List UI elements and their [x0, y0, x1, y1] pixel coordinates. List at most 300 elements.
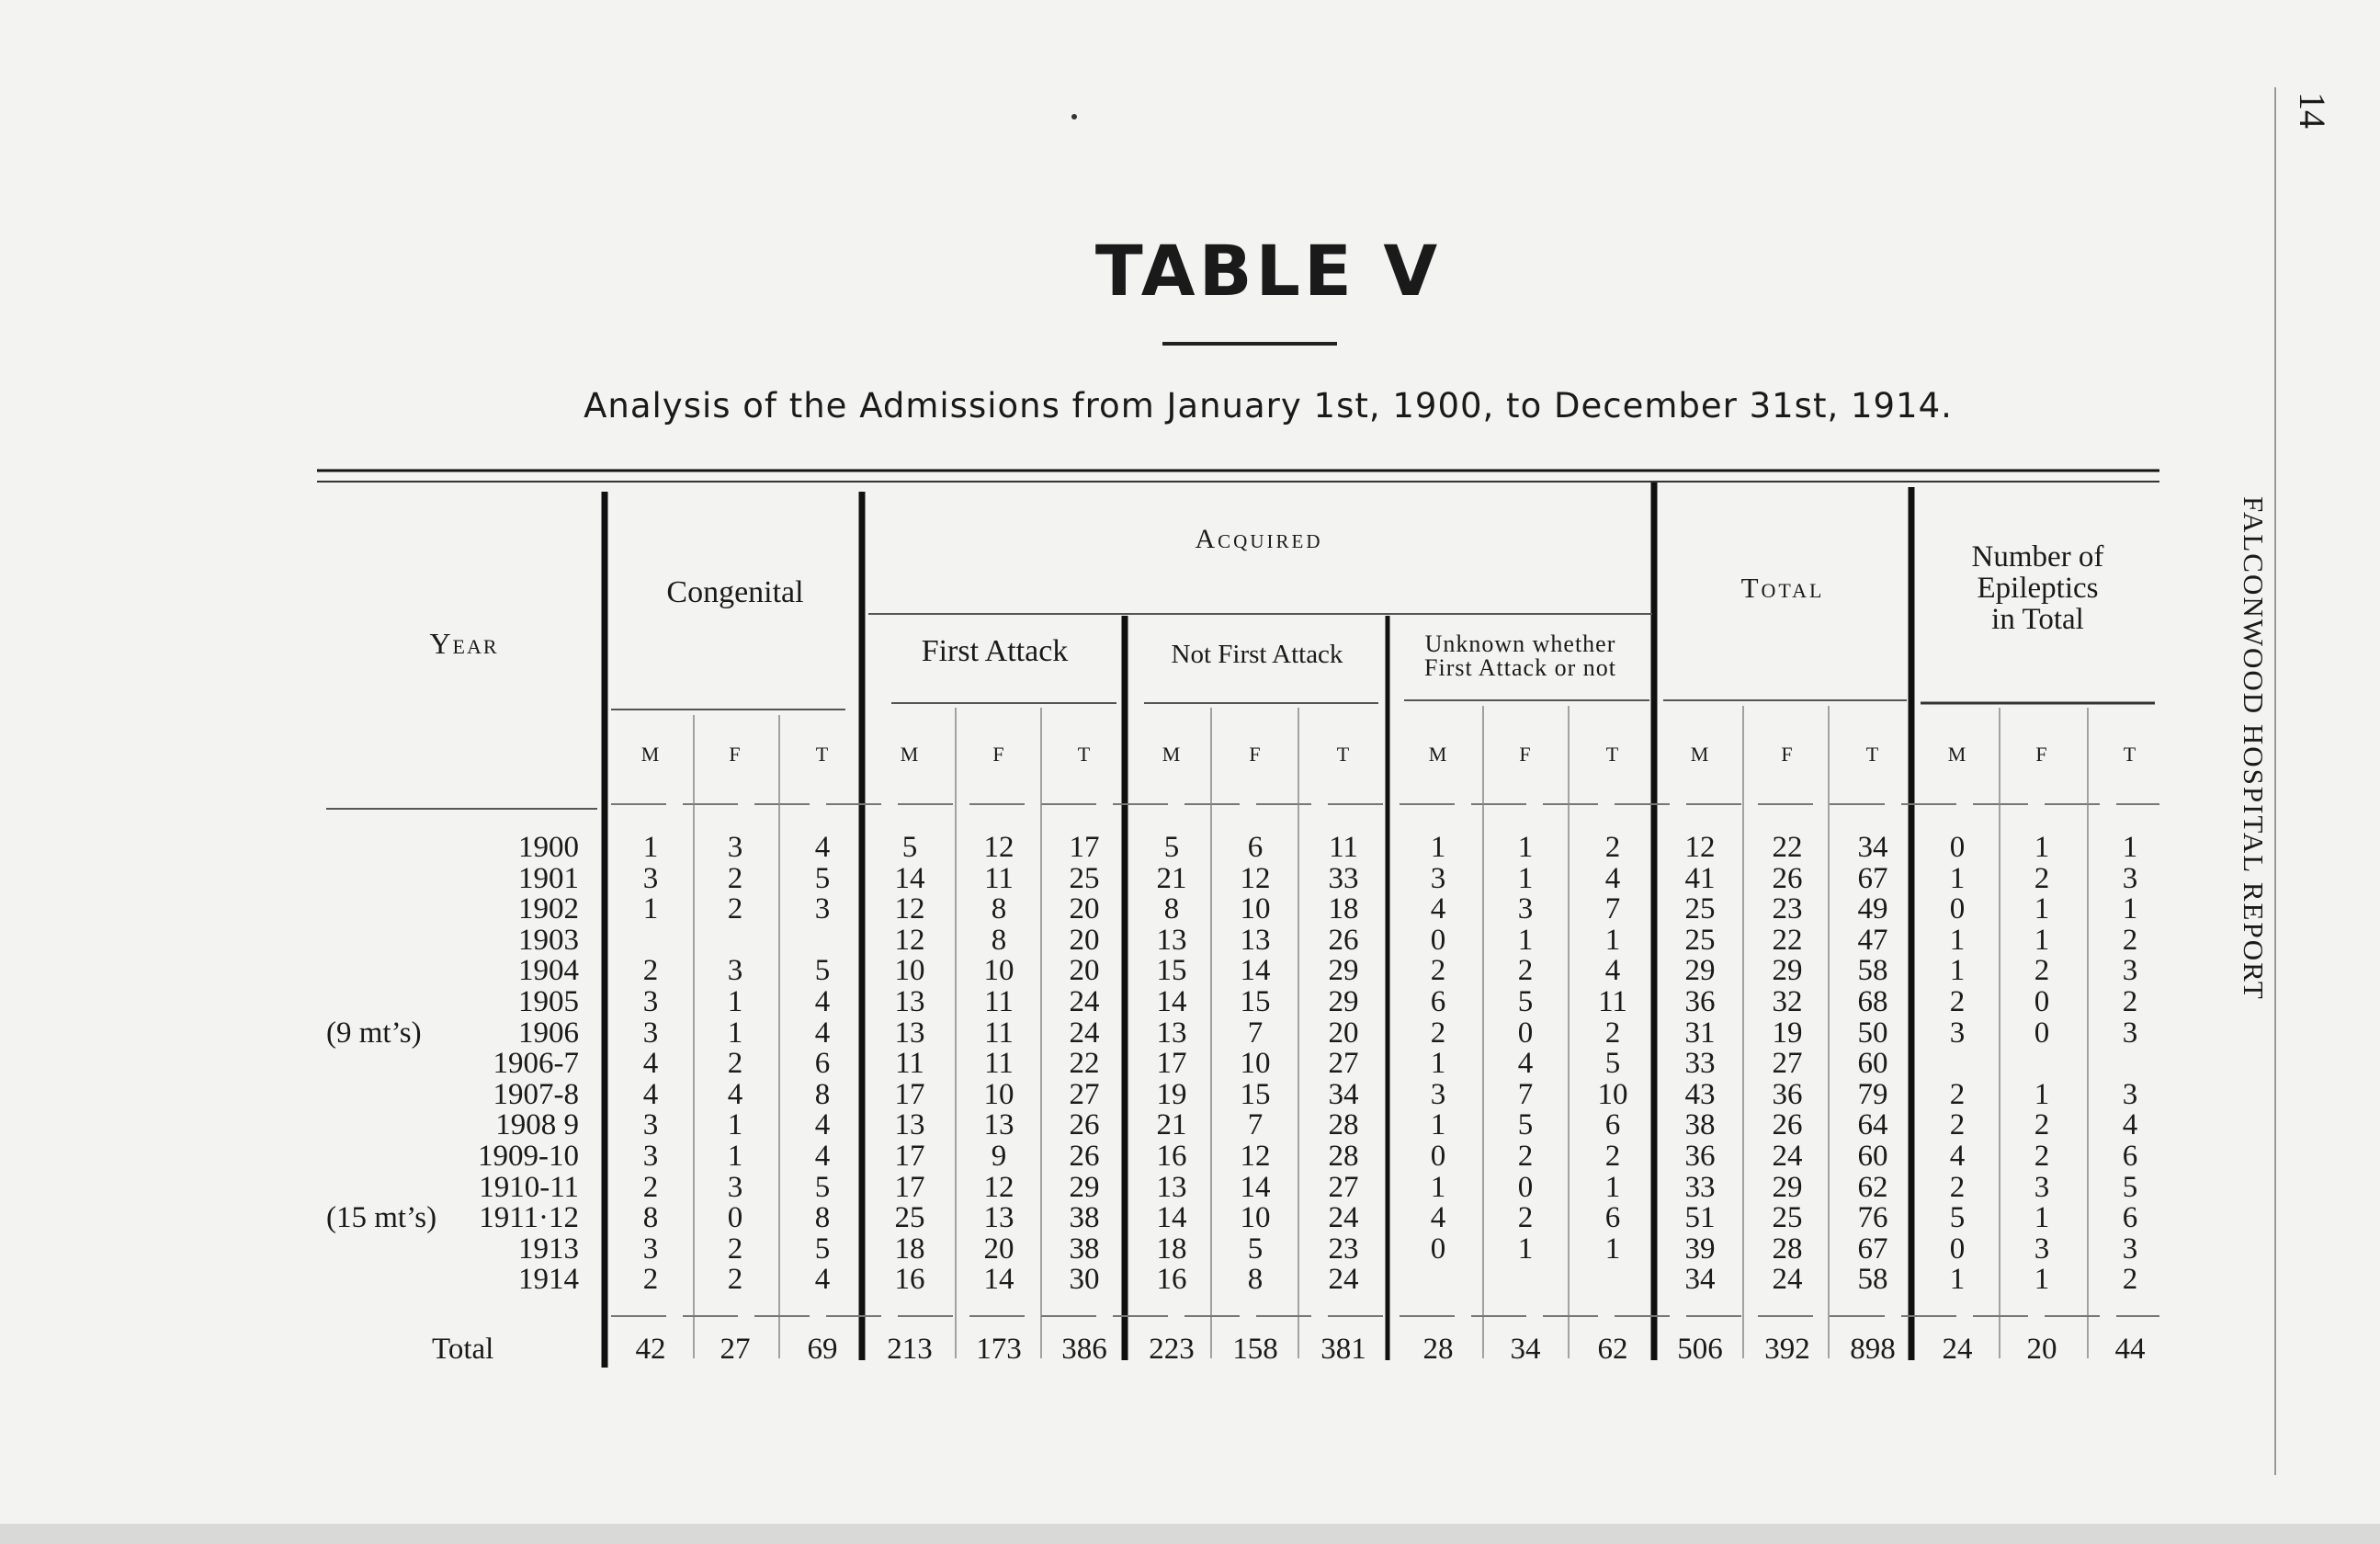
table-cell: 17 [1069, 831, 1100, 864]
sub-header-t: T [1865, 743, 1880, 766]
table-cell: 10 [1240, 1201, 1271, 1235]
table-cell: 0 [1430, 1140, 1446, 1173]
table-cell: 33 [1684, 1170, 1716, 1204]
table-cell: 60 [1857, 1047, 1888, 1081]
table-cell: 6 [1430, 985, 1446, 1018]
table-cell: 21 [1156, 1108, 1187, 1142]
table-cell: 5 [814, 1232, 831, 1266]
table-cell: 13 [983, 1201, 1014, 1235]
table-cell: 1 [1430, 1170, 1446, 1204]
table-cell: 1 [727, 1140, 743, 1173]
table-cell: 12 [894, 892, 925, 926]
table-cell: 13 [894, 1016, 925, 1050]
table-cell: 79 [1857, 1077, 1888, 1111]
sub-header-f: F [1781, 743, 1794, 766]
table-cell: 4 [2122, 1108, 2138, 1142]
table-cell: 2 [2122, 985, 2138, 1018]
table-cell: 4 [814, 831, 831, 864]
table-cell: 0 [1949, 1232, 1966, 1266]
table-cell: 38 [1684, 1108, 1716, 1142]
table-cell: 27 [1328, 1170, 1359, 1204]
table-cell: 0 [1430, 1232, 1446, 1266]
table-cell: 13 [1156, 1170, 1187, 1204]
table-cell: 38 [1069, 1201, 1100, 1235]
table-cell: 7 [1247, 1108, 1264, 1142]
table-cell: 2 [2122, 1263, 2138, 1297]
table-cell: 10 [1597, 1077, 1628, 1111]
table-cell: 1 [2034, 923, 2050, 957]
table-cell: 0 [2034, 1016, 2050, 1050]
table-cell: 22 [1772, 923, 1803, 957]
table-cell: 24 [1069, 985, 1100, 1018]
table-cell: 50 [1857, 1016, 1888, 1050]
table-cell: 10 [1240, 1047, 1271, 1081]
table-cell: 29 [1328, 985, 1359, 1018]
table-cell: 1 [1430, 1047, 1446, 1081]
table-cell: 0 [727, 1201, 743, 1235]
table-cell: 2 [1517, 1201, 1534, 1235]
table-cell: 11 [984, 1047, 1014, 1081]
total-cell: 28 [1422, 1333, 1454, 1366]
row-year: 1902 [518, 892, 579, 926]
table-cell: 20 [1328, 1016, 1359, 1050]
row-year: 1901 [518, 861, 579, 895]
row-year: 1907-8 [493, 1077, 579, 1111]
table-cell: 7 [1517, 1077, 1534, 1111]
table-cell: 1 [1604, 1232, 1621, 1266]
table-cell: 1 [1517, 831, 1534, 864]
table-cell: 3 [2122, 954, 2138, 988]
table-cell: 10 [1240, 892, 1271, 926]
table-cell: 31 [1684, 1016, 1716, 1050]
table-cell: 36 [1684, 1140, 1716, 1173]
table-cell: 11 [984, 861, 1014, 895]
table-cell: 7 [1247, 1016, 1264, 1050]
row-year: 1909-10 [478, 1140, 579, 1173]
table-cell: 13 [894, 985, 925, 1018]
table-cell: 1 [642, 831, 659, 864]
table-cell: 28 [1328, 1108, 1359, 1142]
table-cell: 14 [983, 1263, 1014, 1297]
table-cell: 68 [1857, 985, 1888, 1018]
table-cell: 1 [1517, 1232, 1534, 1266]
table-cell: 47 [1857, 923, 1888, 957]
row-year: 1906-7 [493, 1047, 579, 1081]
table-cell: 18 [894, 1232, 925, 1266]
page-title: TABLE V [1094, 230, 1442, 312]
table-cell: 24 [1328, 1263, 1359, 1297]
table-cell: 13 [894, 1108, 925, 1142]
table-cell: 17 [894, 1077, 925, 1111]
table-cell: 36 [1684, 985, 1716, 1018]
total-cell: 69 [807, 1333, 838, 1366]
table-cell: 2 [1604, 1016, 1621, 1050]
table-cell: 26 [1772, 1108, 1803, 1142]
table-cell: 25 [894, 1201, 925, 1235]
table-cell: 1 [1949, 1263, 1966, 1297]
table-cell: 25 [1684, 923, 1716, 957]
total-cell: 44 [2114, 1333, 2146, 1366]
table-cell: 3 [1949, 1016, 1966, 1050]
table-cell: 20 [983, 1232, 1014, 1266]
table-cell: 10 [894, 954, 925, 988]
table-cell: 20 [1069, 954, 1100, 988]
table-cell: 25 [1772, 1201, 1803, 1235]
table-cell: 8 [1247, 1263, 1264, 1297]
table-cell: 2 [642, 1263, 659, 1297]
table-cell: 1 [1517, 923, 1534, 957]
table-cell: 4 [814, 985, 831, 1018]
table-cell: 1 [2034, 1077, 2050, 1111]
total-cell: 386 [1061, 1333, 1107, 1366]
table-cell: 28 [1328, 1140, 1359, 1173]
table-cell: 4 [1517, 1047, 1534, 1081]
table-cell: 34 [1328, 1077, 1359, 1111]
total-cell: 173 [976, 1333, 1022, 1366]
running-head: FALCONWOOD HOSPITAL REPORT [2238, 496, 2270, 1001]
table-cell: 0 [1517, 1170, 1534, 1204]
table-cell: 15 [1240, 1077, 1271, 1111]
table-cell: 20 [1069, 892, 1100, 926]
table-cell: 2 [727, 1047, 743, 1081]
table-cell: 28 [1772, 1232, 1803, 1266]
table-cell: 29 [1684, 954, 1716, 988]
table-cell: 11 [1598, 985, 1627, 1018]
header-epileptics-line1: Number of [1971, 540, 2104, 573]
sub-header-f: F [1519, 743, 1532, 766]
table-cell: 25 [1069, 861, 1100, 895]
table-cell: 2 [2034, 861, 2050, 895]
table-cell: 34 [1684, 1263, 1716, 1297]
table-cell: 29 [1328, 954, 1359, 988]
table-cell: 17 [894, 1170, 925, 1204]
table-cell: 15 [1156, 954, 1187, 988]
row-year: 1905 [518, 985, 579, 1018]
table-cell: 29 [1772, 1170, 1803, 1204]
total-cell: 213 [887, 1333, 933, 1366]
table-cell: 26 [1328, 923, 1359, 957]
table-cell: 29 [1772, 954, 1803, 988]
table-cell: 4 [1430, 892, 1446, 926]
table-cell: 36 [1772, 1077, 1803, 1111]
row-year: 1911·12 [479, 1201, 579, 1235]
header-total: Total [1740, 572, 1825, 604]
table-cell: 24 [1328, 1201, 1359, 1235]
table-cell: 2 [2034, 1108, 2050, 1142]
table-cell: 29 [1069, 1170, 1100, 1204]
table-cell: 1 [2034, 1263, 2050, 1297]
table-cell: 8 [814, 1077, 831, 1111]
table-cell: 1 [2034, 1201, 2050, 1235]
table-cell: 12 [894, 923, 925, 957]
table-cell: 2 [1517, 1140, 1534, 1173]
table-cell: 3 [1517, 892, 1534, 926]
table-cell: 2 [1430, 1016, 1446, 1050]
table-cell: 60 [1857, 1140, 1888, 1173]
totals-label: Total [432, 1333, 494, 1366]
table-cell: 20 [1069, 923, 1100, 957]
table-cell: 6 [1604, 1201, 1621, 1235]
total-cell: 392 [1764, 1333, 1810, 1366]
total-cell: 20 [2026, 1333, 2057, 1366]
table-cell: 26 [1069, 1108, 1100, 1142]
total-cell: 223 [1149, 1333, 1195, 1366]
total-cell: 34 [1510, 1333, 1541, 1366]
table-cell: 1 [2034, 892, 2050, 926]
total-cell: 27 [720, 1333, 751, 1366]
table-cell: 13 [1156, 1016, 1187, 1050]
table-cell: 18 [1328, 892, 1359, 926]
table-cell: 14 [1240, 1170, 1271, 1204]
table-cell: 2 [727, 892, 743, 926]
table-cell: 3 [1430, 1077, 1446, 1111]
table-cell: 3 [2034, 1170, 2050, 1204]
sub-header-m: M [1162, 743, 1182, 766]
sub-header-f: F [1249, 743, 1262, 766]
table-cell: 4 [727, 1077, 743, 1111]
row-year: 1908 9 [495, 1108, 579, 1142]
table-cell: 10 [983, 954, 1014, 988]
table-cell: 16 [1156, 1140, 1187, 1173]
table-cell: 14 [1156, 985, 1187, 1018]
table-cell: 9 [991, 1140, 1007, 1173]
table-cell: 10 [983, 1077, 1014, 1111]
table-cell: 16 [894, 1263, 925, 1297]
table-cell: 3 [727, 954, 743, 988]
table-cell: 5 [1517, 1108, 1534, 1142]
table-cell: 3 [1430, 861, 1446, 895]
table-cell: 3 [727, 831, 743, 864]
table-cell: 1 [727, 985, 743, 1018]
sub-header-f: F [2035, 743, 2048, 766]
header-year: Year [429, 627, 499, 660]
table-cell: 76 [1857, 1201, 1888, 1235]
row-year: 1910-11 [479, 1170, 579, 1204]
table-cell: 0 [1949, 831, 1966, 864]
sub-header-t: T [815, 743, 830, 766]
table-cell: 64 [1857, 1108, 1888, 1142]
table-cell: 0 [1949, 892, 1966, 926]
table-cell: 3 [642, 985, 659, 1018]
table-cell: 3 [2122, 1016, 2138, 1050]
table-cell: 11 [984, 985, 1014, 1018]
header-not-first-attack: Not First Attack [1171, 640, 1343, 669]
table-cell: 2 [727, 861, 743, 895]
table-cell: 11 [895, 1047, 924, 1081]
table-cell: 1 [2122, 892, 2138, 926]
sub-header-m: M [1428, 743, 1448, 766]
table-cell: 2 [642, 954, 659, 988]
table-cell: 5 [814, 1170, 831, 1204]
table-cell: 62 [1857, 1170, 1888, 1204]
table-cell: 49 [1857, 892, 1888, 926]
table-cell: 24 [1772, 1140, 1803, 1173]
table-cell: 3 [642, 861, 659, 895]
table-cell: 11 [1329, 831, 1358, 864]
table-cell: 3 [727, 1170, 743, 1204]
table-cell: 8 [814, 1201, 831, 1235]
table-cell: 13 [1240, 923, 1271, 957]
header-acquired: Acquired [1195, 524, 1323, 554]
total-cell: 381 [1320, 1333, 1366, 1366]
table-cell: 3 [2034, 1232, 2050, 1266]
table-cell: 1 [1517, 861, 1534, 895]
table-cell: 12 [983, 831, 1014, 864]
table-cell: 22 [1069, 1047, 1100, 1081]
table-cell: 3 [814, 892, 831, 926]
table-cell: 2 [1430, 954, 1446, 988]
page-subtitle: Analysis of the Admissions from January 1st, 1900, to December 31st, 1914. [584, 386, 1953, 426]
table-cell: 2 [642, 1170, 659, 1204]
table-cell: 2 [1949, 1108, 1966, 1142]
table-cell: 1 [1604, 923, 1621, 957]
table-cell: 5 [1517, 985, 1534, 1018]
row-note: (9 mt’s) [326, 1016, 422, 1050]
row-year: 1903 [518, 923, 579, 957]
table-cell: 1 [642, 892, 659, 926]
header-congenital: Congenital [666, 575, 804, 609]
header-unknown-line2: First Attack or not [1424, 654, 1616, 681]
table-cell: 1 [1949, 861, 1966, 895]
table-cell: 1 [1604, 1170, 1621, 1204]
table-cell: 2 [727, 1263, 743, 1297]
table-cell: 8 [991, 892, 1007, 926]
table-cell: 27 [1772, 1047, 1803, 1081]
table-cell: 12 [1684, 831, 1716, 864]
table-cell: 1 [2122, 831, 2138, 864]
sub-header-t: T [2123, 743, 2137, 766]
header-first-attack: First Attack [921, 634, 1069, 668]
table-cell: 39 [1684, 1232, 1716, 1266]
table-cell: 32 [1772, 985, 1803, 1018]
table-cell: 0 [1430, 923, 1446, 957]
table-cell: 6 [2122, 1201, 2138, 1235]
table-cell: 1 [1949, 923, 1966, 957]
total-cell: 42 [635, 1333, 666, 1366]
table-cell: 43 [1684, 1077, 1716, 1111]
table-cell: 4 [1949, 1140, 1966, 1173]
table-cell: 21 [1156, 861, 1187, 895]
table-cell: 27 [1328, 1047, 1359, 1081]
table-cell: 3 [642, 1016, 659, 1050]
table-cell: 3 [2122, 1077, 2138, 1111]
table-cell: 58 [1857, 1263, 1888, 1297]
sub-header-f: F [729, 743, 742, 766]
table-cell: 3 [2122, 861, 2138, 895]
table-cell: 1 [2034, 831, 2050, 864]
row-year: 1914 [518, 1263, 579, 1297]
table-cell: 22 [1772, 831, 1803, 864]
table-cell: 67 [1857, 1232, 1888, 1266]
header-unknown-line1: Unknown whether [1424, 630, 1616, 657]
table-cell: 1 [1430, 831, 1446, 864]
table-cell: 5 [1247, 1232, 1264, 1266]
table-cell: 3 [2122, 1232, 2138, 1266]
table-cell: 2 [1517, 954, 1534, 988]
table-cell: 27 [1069, 1077, 1100, 1111]
table-cell: 2 [1949, 1077, 1966, 1111]
table-cell: 17 [894, 1140, 925, 1173]
table-cell: 5 [1949, 1201, 1966, 1235]
table-cell: 5 [2122, 1170, 2138, 1204]
sub-header-m: M [900, 743, 920, 766]
table-cell: 4 [814, 1263, 831, 1297]
table-cell: 24 [1069, 1016, 1100, 1050]
table-cell: 1 [727, 1016, 743, 1050]
total-cell: 898 [1850, 1333, 1896, 1366]
table-cell: 4 [642, 1077, 659, 1111]
table-cell: 0 [2034, 985, 2050, 1018]
header-epileptics-line2: Epileptics [1977, 572, 2099, 605]
table-cell: 8 [642, 1201, 659, 1235]
row-year: 1900 [518, 831, 579, 864]
table-cell: 2 [1949, 985, 1966, 1018]
table-cell: 3 [642, 1232, 659, 1266]
row-year: 1913 [518, 1232, 579, 1266]
table-cell: 5 [1604, 1047, 1621, 1081]
table-cell: 4 [1430, 1201, 1446, 1235]
table-cell: 4 [814, 1108, 831, 1142]
table-cell: 6 [814, 1047, 831, 1081]
table-cell: 12 [1240, 1140, 1271, 1173]
table-cell: 19 [1156, 1077, 1187, 1111]
table-cell: 6 [2122, 1140, 2138, 1173]
table-cell: 14 [894, 861, 925, 895]
row-year: 1904 [518, 954, 579, 988]
table-cell: 6 [1247, 831, 1264, 864]
table-cell: 4 [1604, 861, 1621, 895]
table-cell: 2 [1604, 831, 1621, 864]
table-cell: 3 [642, 1140, 659, 1173]
table-cell: 26 [1772, 861, 1803, 895]
table-cell: 14 [1156, 1201, 1187, 1235]
table-cell: 15 [1240, 985, 1271, 1018]
table-cell: 2 [2034, 1140, 2050, 1173]
sub-header-m: M [1690, 743, 1710, 766]
total-cell: 158 [1232, 1333, 1278, 1366]
table-cell: 1 [1949, 954, 1966, 988]
table-cell: 24 [1772, 1263, 1803, 1297]
table-cell: 4 [814, 1140, 831, 1173]
table-cell: 23 [1328, 1232, 1359, 1266]
page-number: 14 [2292, 92, 2333, 129]
table-cell: 38 [1069, 1232, 1100, 1266]
table-cell: 51 [1684, 1201, 1716, 1235]
total-cell: 62 [1597, 1333, 1628, 1366]
table-cell: 7 [1604, 892, 1621, 926]
table-cell: 4 [1604, 954, 1621, 988]
table-cell: 5 [814, 954, 831, 988]
table-cell: 17 [1156, 1047, 1187, 1081]
table-cell: 23 [1772, 892, 1803, 926]
table-cell: 5 [901, 831, 918, 864]
table-cell: 5 [1163, 831, 1180, 864]
table-cell: 13 [1156, 923, 1187, 957]
table-cell: 26 [1069, 1140, 1100, 1173]
header-epileptics-line3: in Total [1991, 603, 2084, 636]
table-cell: 30 [1069, 1263, 1100, 1297]
table-cell: 18 [1156, 1232, 1187, 1266]
table-cell: 25 [1684, 892, 1716, 926]
table-cell: 12 [983, 1170, 1014, 1204]
table-cell: 1 [727, 1108, 743, 1142]
table-cell: 67 [1857, 861, 1888, 895]
table-cell: 2 [2122, 923, 2138, 957]
table-cell: 19 [1772, 1016, 1803, 1050]
table-cell: 12 [1240, 861, 1271, 895]
row-year: 1906 [518, 1016, 579, 1050]
table-cell: 2 [727, 1232, 743, 1266]
